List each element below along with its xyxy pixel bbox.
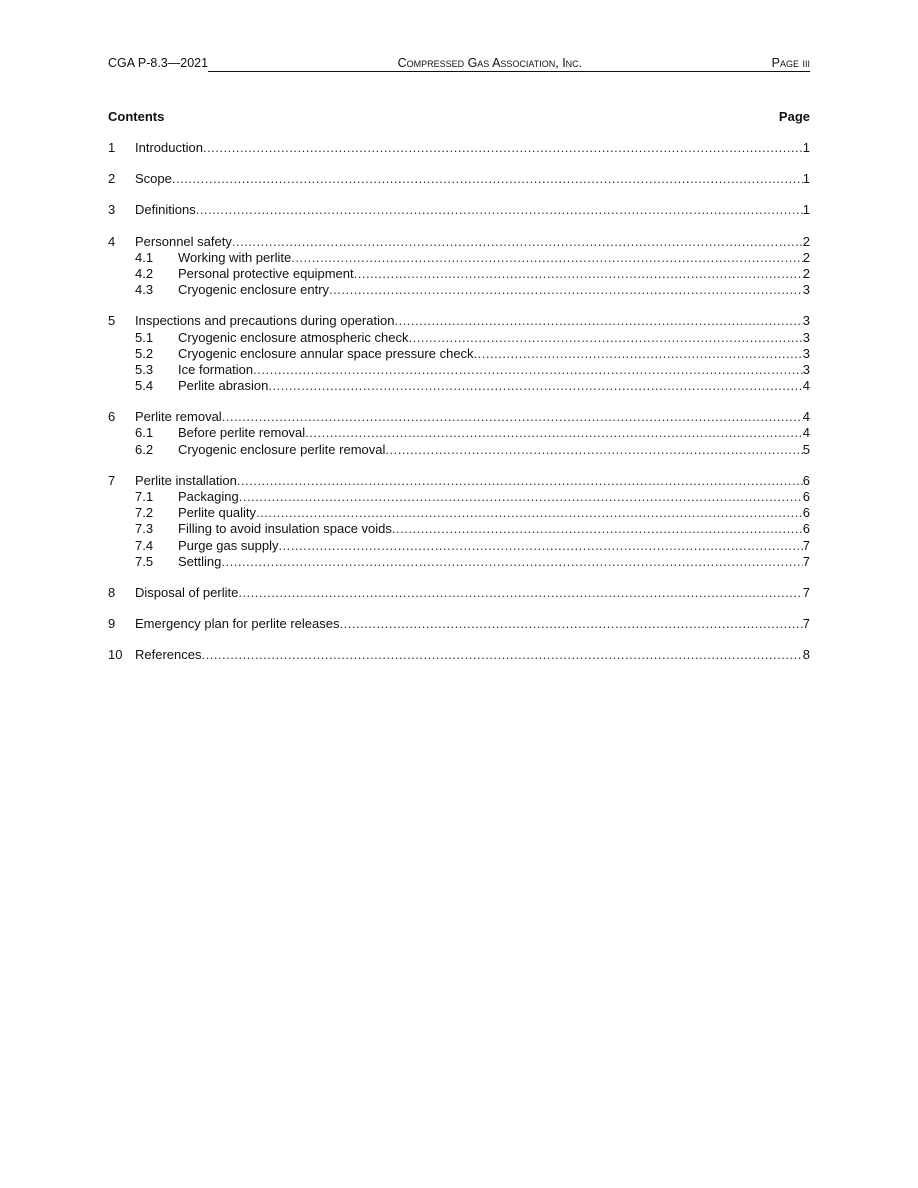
dot-leader bbox=[474, 346, 803, 362]
toc-subentry[interactable] bbox=[108, 505, 810, 521]
toc-entry-page: 7 bbox=[802, 553, 810, 569]
dot-leader bbox=[221, 554, 802, 570]
toc-subentry[interactable] bbox=[108, 378, 810, 394]
toc-entry-page: 4 bbox=[802, 425, 810, 441]
toc-subentry[interactable] bbox=[108, 362, 810, 378]
toc-subentry[interactable] bbox=[108, 330, 810, 346]
toc-entry-title: Cryogenic enclosure entry bbox=[178, 282, 330, 298]
toc-entry-page: 1 bbox=[802, 202, 810, 218]
toc-entry[interactable] bbox=[108, 585, 810, 601]
dot-leader bbox=[237, 473, 803, 489]
toc-entry-title: Cryogenic enclosure perlite removal bbox=[178, 441, 386, 457]
toc-entry-page: 1 bbox=[802, 171, 810, 187]
toc-entry-title: Packaging bbox=[178, 489, 239, 504]
toc-entry-number: 7 bbox=[108, 472, 116, 488]
toc-entry-number: 4.2 bbox=[135, 265, 154, 281]
toc-entry[interactable] bbox=[108, 313, 810, 329]
dot-leader bbox=[239, 489, 803, 505]
toc-entry-page: 6 bbox=[802, 505, 810, 521]
dot-leader bbox=[253, 362, 803, 378]
page-number-label: Page iii bbox=[771, 56, 810, 70]
contents-title: Contents bbox=[108, 109, 165, 124]
toc-entry-title: Perlite installation bbox=[135, 472, 237, 488]
toc-subentry[interactable] bbox=[108, 282, 810, 298]
dot-leader bbox=[354, 266, 803, 282]
toc-entry-page: 3 bbox=[802, 361, 810, 377]
toc-entry-page: 2 bbox=[802, 265, 810, 281]
toc-entry[interactable] bbox=[108, 202, 810, 218]
toc-entry-page: 3 bbox=[802, 313, 810, 329]
toc-entry-page: 2 bbox=[802, 233, 810, 249]
toc-entry-page: 2 bbox=[802, 249, 810, 265]
toc-entry[interactable] bbox=[108, 234, 810, 250]
dot-leader bbox=[278, 538, 802, 554]
toc-entry[interactable] bbox=[108, 616, 810, 632]
toc-entry-page: 3 bbox=[802, 282, 810, 298]
toc-entry-number: 4.1 bbox=[135, 249, 154, 265]
dot-leader bbox=[329, 282, 803, 298]
toc-subentry[interactable] bbox=[108, 442, 810, 458]
toc-entry-page: 6 bbox=[802, 472, 810, 488]
toc-entry-number: 4 bbox=[108, 233, 116, 249]
toc-entry-title: Working with perlite bbox=[178, 249, 292, 265]
dot-leader bbox=[392, 521, 803, 537]
dot-leader bbox=[268, 378, 802, 394]
toc-section bbox=[108, 409, 810, 458]
toc-heading bbox=[108, 109, 810, 124]
toc-entry-title: Perlite quality bbox=[178, 505, 257, 521]
toc-entry-page: 5 bbox=[802, 441, 810, 457]
dot-leader bbox=[409, 330, 803, 346]
toc-section bbox=[108, 473, 810, 570]
toc-entry-title: Purge gas supply bbox=[178, 537, 279, 553]
header-rule bbox=[208, 56, 772, 72]
toc-entry-title: Perlite abrasion bbox=[178, 378, 269, 394]
toc-entry-number: 1 bbox=[108, 140, 116, 155]
toc-entry-page: 6 bbox=[802, 489, 810, 504]
toc-entry-title: Introduction bbox=[135, 140, 203, 155]
toc-entry-number: 5.3 bbox=[135, 361, 154, 377]
toc-section bbox=[108, 313, 810, 394]
dot-leader bbox=[201, 647, 802, 663]
toc-subentry[interactable] bbox=[108, 489, 810, 505]
toc-entry-title: Emergency plan for perlite releases bbox=[135, 616, 340, 632]
dot-leader bbox=[305, 425, 803, 441]
toc-entry-page: 7 bbox=[802, 616, 810, 632]
toc-section bbox=[108, 202, 810, 218]
toc-entry-number: 2 bbox=[108, 171, 116, 187]
document-id: CGA P-8.3—2021 bbox=[108, 56, 209, 70]
dot-leader bbox=[385, 442, 802, 458]
toc-entry-title: Filling to avoid insulation space voids bbox=[178, 521, 392, 537]
toc-subentry[interactable] bbox=[108, 521, 810, 537]
dot-leader bbox=[172, 171, 803, 187]
page-header bbox=[108, 54, 810, 72]
toc-subentry[interactable] bbox=[108, 250, 810, 266]
dot-leader bbox=[222, 409, 803, 425]
page-column-title: Page bbox=[778, 109, 810, 124]
toc-entry-number: 10 bbox=[108, 647, 123, 663]
dot-leader bbox=[232, 234, 803, 250]
toc-section bbox=[108, 171, 810, 187]
toc-section bbox=[108, 647, 810, 663]
toc-entry-number: 6.2 bbox=[135, 441, 154, 457]
toc-entry-title: Before perlite removal bbox=[178, 425, 306, 441]
dot-leader bbox=[256, 505, 803, 521]
toc-entry-title: References bbox=[135, 647, 202, 663]
table-of-contents bbox=[108, 140, 810, 679]
toc-entry-title: Cryogenic enclosure annular space pressure check bbox=[178, 345, 474, 361]
dot-leader bbox=[291, 250, 803, 266]
toc-entry-title: Perlite removal bbox=[135, 409, 222, 425]
toc-entry-number: 3 bbox=[108, 202, 116, 218]
toc-entry[interactable] bbox=[108, 140, 810, 156]
organization-name: Compressed Gas Association, Inc. bbox=[397, 56, 583, 70]
toc-entry-page: 3 bbox=[802, 329, 810, 345]
toc-entry-title: Disposal of perlite bbox=[135, 584, 239, 600]
toc-entry-number: 7.3 bbox=[135, 521, 154, 537]
toc-entry-title: Scope bbox=[135, 171, 172, 187]
toc-entry-number: 5.1 bbox=[135, 329, 154, 345]
toc-entry[interactable] bbox=[108, 171, 810, 187]
dot-leader bbox=[196, 202, 803, 218]
toc-entry-number: 7.1 bbox=[135, 489, 154, 504]
dot-leader bbox=[340, 616, 803, 632]
toc-entry-page: 4 bbox=[802, 409, 810, 425]
toc-subentry[interactable] bbox=[108, 554, 810, 570]
toc-entry-number: 5.2 bbox=[135, 345, 154, 361]
toc-entry-page: 4 bbox=[802, 378, 810, 394]
toc-entry-number: 7.2 bbox=[135, 505, 154, 521]
toc-entry-number: 4.3 bbox=[135, 282, 154, 298]
toc-entry-number: 6.1 bbox=[135, 425, 154, 441]
toc-entry-title: Personnel safety bbox=[135, 233, 232, 249]
toc-entry-page: 3 bbox=[802, 345, 810, 361]
toc-entry[interactable] bbox=[108, 409, 810, 425]
toc-entry[interactable] bbox=[108, 473, 810, 489]
toc-entry-number: 5 bbox=[108, 313, 116, 329]
dot-leader bbox=[394, 313, 802, 329]
toc-entry-page: 8 bbox=[802, 647, 810, 663]
toc-entry-page: 7 bbox=[802, 584, 810, 600]
toc-section bbox=[108, 234, 810, 299]
toc-entry-page: 1 bbox=[802, 140, 810, 155]
toc-entry-title: Personal protective equipment bbox=[178, 265, 354, 281]
toc-entry-number: 6 bbox=[108, 409, 116, 425]
dot-leader bbox=[203, 140, 803, 156]
toc-entry-page: 6 bbox=[802, 521, 810, 537]
toc-entry-title: Cryogenic enclosure atmospheric check bbox=[178, 329, 409, 345]
toc-entry-title: Ice formation bbox=[178, 361, 254, 377]
toc-entry[interactable] bbox=[108, 647, 810, 663]
toc-entry-number: 8 bbox=[108, 584, 116, 600]
toc-entry-number: 7.4 bbox=[135, 537, 154, 553]
toc-entry-title: Inspections and precautions during operation bbox=[135, 313, 395, 329]
toc-section bbox=[108, 616, 810, 632]
dot-leader bbox=[238, 585, 802, 601]
toc-section bbox=[108, 585, 810, 601]
toc-subentry[interactable] bbox=[108, 266, 810, 282]
toc-entry-number: 5.4 bbox=[135, 378, 154, 394]
toc-entry-number: 7.5 bbox=[135, 553, 154, 569]
toc-subentry[interactable] bbox=[108, 346, 810, 362]
toc-entry-number: 9 bbox=[108, 616, 116, 632]
toc-section bbox=[108, 140, 810, 156]
toc-entry-title: Definitions bbox=[135, 202, 196, 218]
toc-subentry[interactable] bbox=[108, 425, 810, 441]
toc-entry-page: 7 bbox=[802, 537, 810, 553]
toc-entry-title: Settling bbox=[178, 553, 222, 569]
toc-subentry[interactable] bbox=[108, 538, 810, 554]
